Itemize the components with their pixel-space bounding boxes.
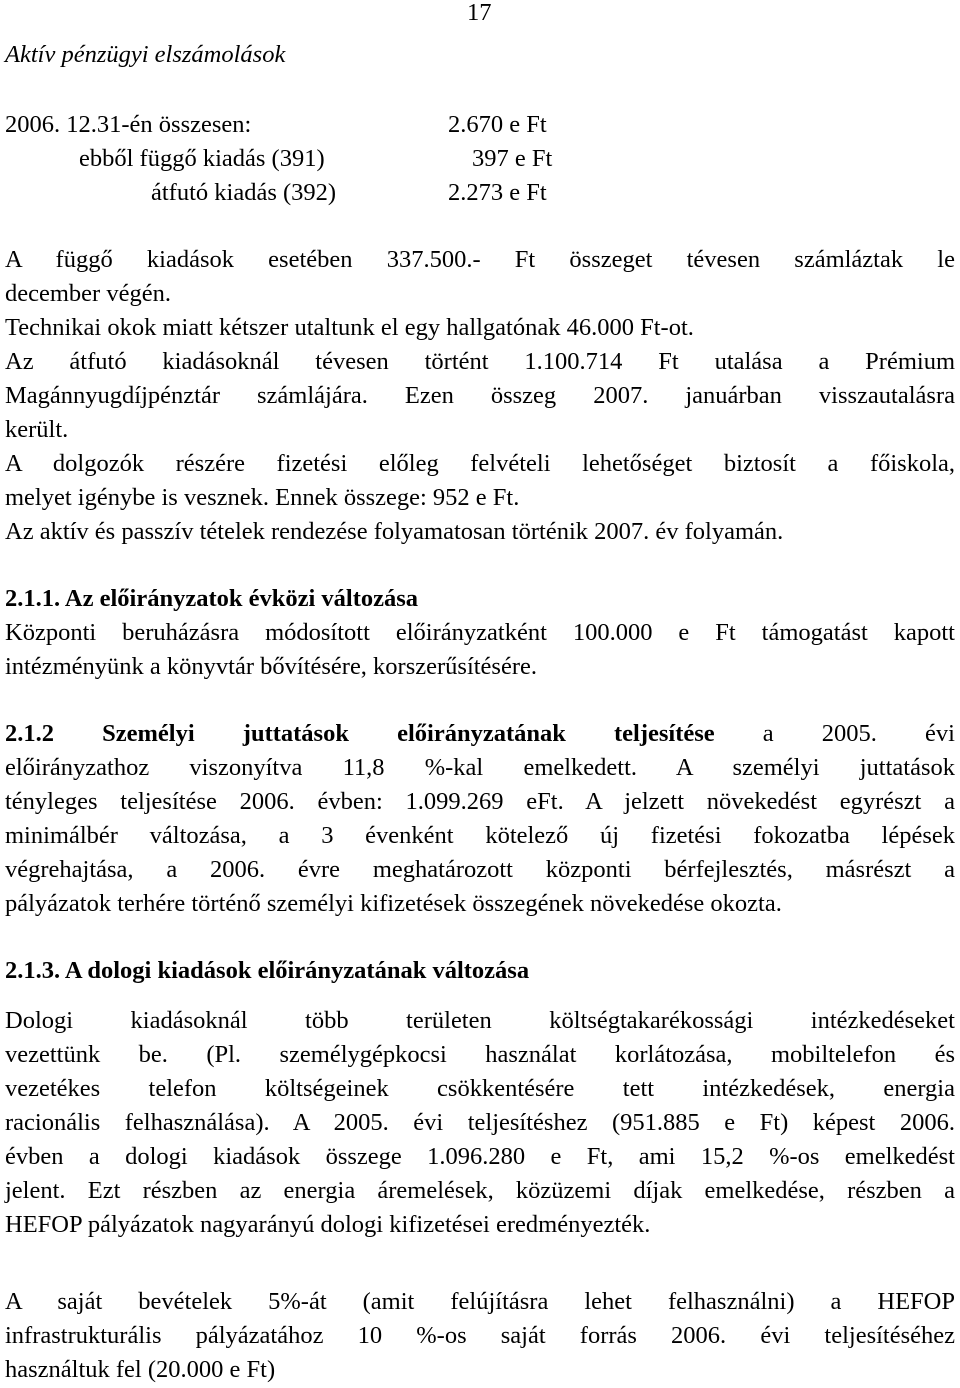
- s213-line: Dologi kiadásoknál több területen költségtakarékossági intézkedéseket: [5, 1007, 955, 1034]
- s212-heading-w4: teljesítése: [613, 720, 715, 747]
- s213-line: vezettünk be. (Pl. személygépkocsi használat korlátozása, mobiltelefon és: [5, 1041, 955, 1068]
- section-title: Aktív pénzügyi elszámolások: [5, 41, 286, 68]
- last-para-line: infrastrukturális pályázatához 10 %-os saját forrás 2006. évi teljesítéséhez: [5, 1322, 955, 1349]
- s213-line: HEFOP pályázatok nagyarányú dologi kifizetései eredményezték.: [5, 1211, 651, 1238]
- s213-line: vezetékes telefon költségeinek csökkentésére tett intézkedések, energia: [5, 1075, 955, 1102]
- page-number: 17: [467, 0, 492, 26]
- s211-line: Központi beruházásra módosított előirányzatként 100.000 e Ft támogatást kapott: [5, 619, 955, 646]
- balance-transit-value: 2.273 e Ft: [448, 179, 547, 206]
- s213-line: jelent. Ezt részben az energia áremelések, közüzemi díjak emelkedése, részben a: [5, 1177, 955, 1204]
- s212-line: minimálbér változása, a 3 évenként kötelező új fizetési fokozatba lépések: [5, 822, 955, 849]
- s212-line: tényleges teljesítése 2006. évben: 1.099.269 eFt. A jelzett növekedést egyrészt a: [5, 788, 955, 815]
- balance-pending-label: ebből függő kiadás (391): [79, 145, 325, 172]
- s212-line: pályázatok terhére történő személyi kifizetések összegének növekedése okozta.: [5, 890, 782, 917]
- s211-line: intézményünk a könyvtár bővítésére, korszerűsítésére.: [5, 653, 538, 680]
- last-para-line: használtuk fel (20.000 e Ft): [5, 1356, 276, 1383]
- para1-line: A dolgozók részére fizetési előleg felvételi lehetőséget biztosít a főiskola,: [5, 450, 955, 477]
- s213-line: évben a dologi kiadások összege 1.096.280 e Ft, ami 15,2 %-os emelkedést: [5, 1143, 955, 1170]
- para1-line: melyet igénybe is vesznek. Ennek összege: 952 e Ft.: [5, 484, 520, 511]
- s211-heading: 2.1.1. Az előirányzatok évközi változása: [5, 585, 419, 612]
- s212-number: 2.1.2: [5, 720, 54, 747]
- s213-heading: 2.1.3. A dologi kiadások előirányzatának változása: [5, 957, 530, 984]
- para1-line: került.: [5, 416, 69, 443]
- balance-transit-label: átfutó kiadás (392): [151, 179, 337, 206]
- s212-rest-a: a: [762, 720, 774, 747]
- s212-heading-w1: Személyi: [102, 720, 195, 747]
- para1-line: Technikai okok miatt kétszer utaltunk el egy hallgatónak 46.000 Ft-ot.: [5, 314, 694, 341]
- balance-total-label: 2006. 12.31-én összesen:: [5, 111, 252, 138]
- s212-rest-c: évi: [925, 720, 955, 747]
- para1-line: Az átfutó kiadásoknál tévesen történt 1.100.714 Ft utalása a Prémium: [5, 348, 955, 375]
- s212-heading-w2: juttatások: [242, 720, 349, 747]
- para1-line: december végén.: [5, 280, 171, 307]
- balance-total-value: 2.670 e Ft: [448, 111, 547, 138]
- s212-line: előirányzathoz viszonyítva 11,8 %-kal emelkedett. A személyi juttatások: [5, 754, 955, 781]
- s212-rest-b: 2005.: [821, 720, 877, 747]
- s212-heading-w3: előirányzatának: [397, 720, 566, 747]
- para1-line: Magánnyugdíjpénztár számlájára. Ezen összeg 2007. januárban visszautalásra: [5, 382, 955, 409]
- s212-first-line: [5, 717, 955, 751]
- para1-line: A függő kiadások esetében 337.500.- Ft összeget tévesen számláztak le: [5, 246, 955, 273]
- s212-line: végrehajtása, a 2006. évre meghatározott központi bérfejlesztés, másrészt a: [5, 856, 955, 883]
- last-para-line: A saját bevételek 5%-át (amit felújításra lehet felhasználni) a HEFOP: [5, 1288, 955, 1315]
- balance-pending-value: 397 e Ft: [472, 145, 553, 172]
- para1-line: Az aktív és passzív tételek rendezése folyamatosan történik 2007. év folyamán.: [5, 518, 784, 545]
- s213-line: racionális felhasználása). A 2005. évi teljesítéshez (951.885 e Ft) képest 2006.: [5, 1109, 955, 1136]
